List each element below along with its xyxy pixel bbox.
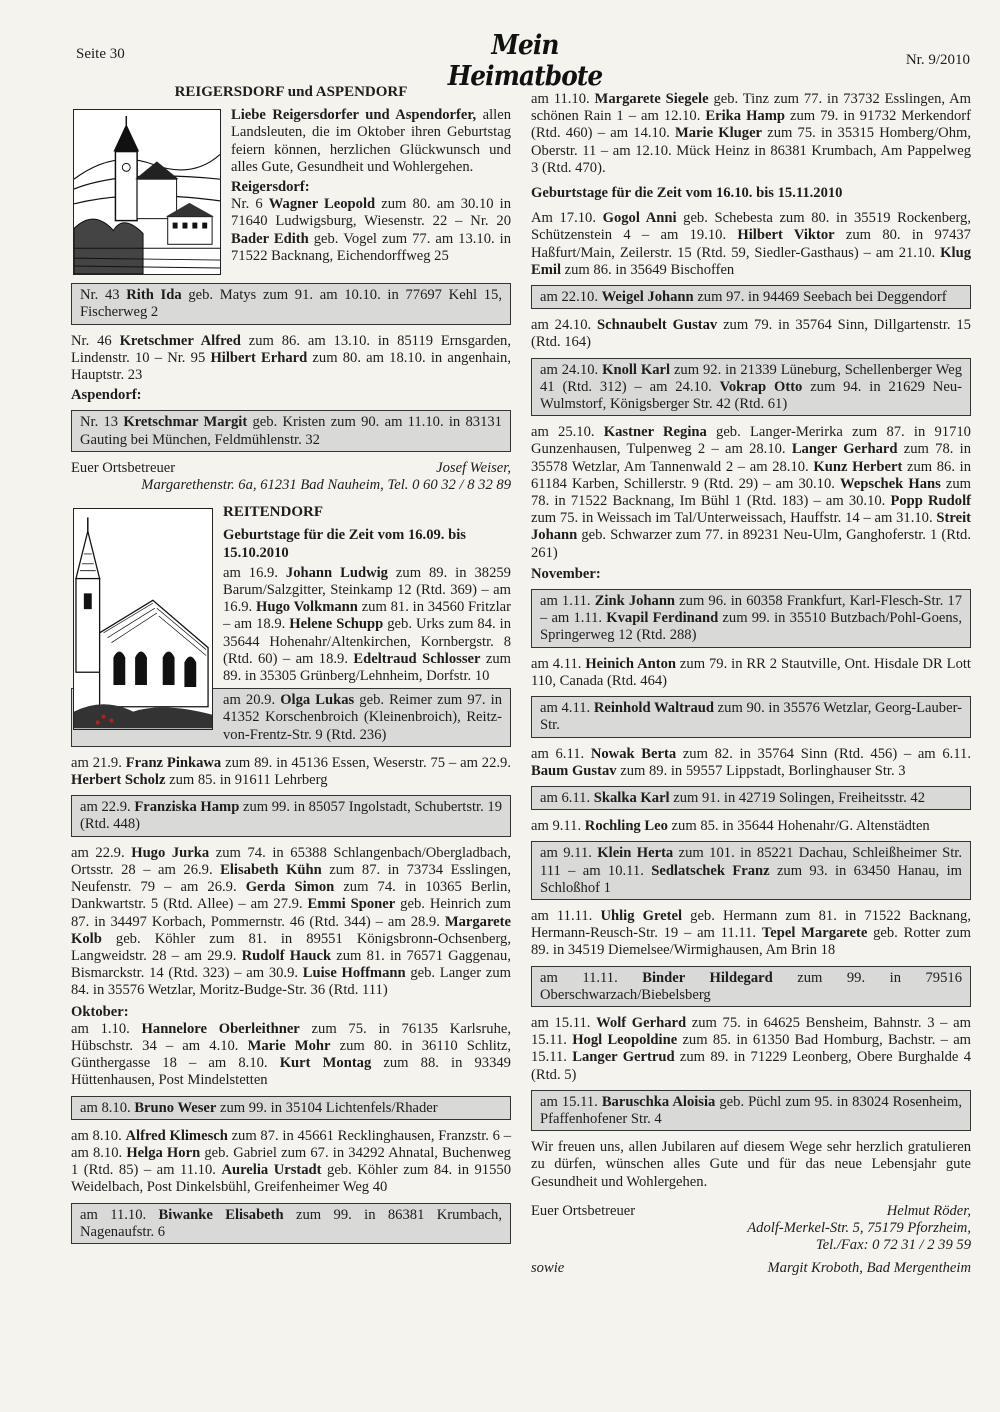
highlight-box: am 20.9. Olga Lukas geb. Reimer zum 97. in 41352 Korschenbroich (Kleinenbroich), Reitz-von-Frentz-Str. 9 (Rtd. 236) xyxy=(71,688,511,747)
highlight-box: am 11.11. Binder Hildegard zum 99. in 79516 Oberschwarzach/Biebelsberg xyxy=(531,966,971,1007)
closing-text: Wir freuen uns, allen Jubilaren auf diesem Wege sehr herzlich gratulieren zu dürfen, wünschen alles Gute und für das neue Lebensjahr gute Gesundheit und Wohlergehen. xyxy=(531,1139,971,1190)
signature-second: sowie Margit Kroboth, Bad Mergentheim xyxy=(531,1260,971,1277)
highlight-box: am 6.11. Skalka Karl zum 91. in 42719 Solingen, Freiheitsstr. 42 xyxy=(531,786,971,810)
list-item: am 8.10. Alfred Klimesch zum 87. in 45661 Recklinghausen, Franzstr. 6 – am 8.10. Helga Horn geb. Gabriel zum 67. in 34292 Ahnatal, Buchenweg 1 (Rtd. 85) – am 11.10. Aurelia Urstadt geb. Köhler zum 84. in 91550 Weidelbach, Post Dinkelsbühl, Greifenheimer Weg 40 xyxy=(71,1127,511,1196)
list-item: am 16.9. Johann Ludwig zum 89. in 38259 Barum/Salzgitter, Steinkamp 12 (Rtd. 369) – am 16.9. Hugo Volkmann zum 81. in 34560 Fritzlar – am 18.9. Helene Schupp geb. Urks zum 84. in 35644 Hohenahr/Altenkirchen, Kornbergstr. 8 (Rtd. 60) – am 18.9. Edeltraud Schlosser zum 89. in 35305 Grünberg/Lehnheim, Dorfstr. 10 xyxy=(223,564,512,685)
highlight-box: am 15.11. Baruschka Aloisia geb. Püchl zum 95. in 83024 Rosenheim, Pfaffenhofener Str. 4 xyxy=(531,1090,971,1131)
highlight-box: am 22.10. Weigel Johann zum 97. in 94469 Seebach bei Deggendorf xyxy=(531,285,971,309)
list-item: am 11.10. Margarete Siegele geb. Tinz zum 77. in 73732 Esslingen, Am schönen Rain 1 – am 12.10. Erika Hamp zum 79. in 91732 Merkendorf (Rtd. 460) – am 14.10. Marie Kluger zum 75. in 35315 Homberg/Ohm, Oberstr. 11 – am 12.10. Mück Heinz in 86381 Krumbach, Am Pappelweg 3 (Rtd. 470). xyxy=(531,91,971,176)
highlight-box: am 11.10. Biwanke Elisabeth zum 99. in 86381 Krumbach, Nagenaufstr. 6 xyxy=(71,1203,511,1244)
signature-reitendorf: Euer Ortsbetreuer Helmut Röder, xyxy=(531,1202,971,1219)
signature-address: Adolf-Merkel-Str. 5, 75179 Pforzheim, xyxy=(747,1219,971,1236)
page-number: Seite 30 xyxy=(76,46,125,62)
list-item: Nr. 46 Kretschmer Alfred zum 86. am 13.10. in 85119 Ernsgarden, Lindenstr. 10 – Nr. 95 Hilbert Erhard zum 80. am 18.10. in angenhain, Hauptstr. 23 xyxy=(71,332,511,384)
section-title-reitendorf: REITENDORF xyxy=(223,504,324,521)
list-item: am 21.9. Franz Pinkawa zum 89. in 45136 Essen, Weserstr. 75 – am 22.9. Herbert Scholz zum 85. in 91611 Lehrberg xyxy=(71,754,511,789)
subheading-november: November: xyxy=(531,565,601,582)
highlight-box: Nr. 43 Rith Ida geb. Matys zum 91. am 10.10. in 77697 Kehl 15, Fischerweg 2 xyxy=(71,283,511,324)
list-item: am 25.10. Kastner Regina geb. Langer-Merirka zum 87. in 91710 Gunzenhausen, Tulpenweg 2 – am 28.10. Langer Gerhard zum 78. in 35578 Wetzlar, Am Tannenwald 2 – am 28.10. Kunz Herbert zum 86. in 61184 Karben, Schillerstr. 9 (Rtd. 29) – am 30.10. Wepschek Hans zum 78. in 71522 Backnang, Im Bühl 1 (Rtd. 183) – am 30.10. Popp Rudolf zum 75. in Weissach im Tal/Unterweissach, Hauffstr. 14 – am 31.10. Streit Johann geb. Schwarzer zum 77. in 89231 Neu-Ulm, Ganghoferstr. 1 (Rtd. 261) xyxy=(531,424,971,561)
list-item: am 22.9. Hugo Jurka zum 74. in 65388 Schlangenbach/Obergladbach, Ortsstr. 28 – am 26.9. Elisabeth Kühn zum 87. in 73734 Esslingen, Neufenstr. 79 – am 26.9. Gerda Simon zum 74. in 10365 Berlin, Dankwartstr. 5 (Rtd. Allee) – am 27.9. Emmi Sponer geb. Heinrich zum 87. in 34497 Korbach, Pommernstr. 46 (Rtd. 344) – am 28.9. Margarete Kolb geb. Köhler zum 81. in 89551 Königsbronn-Ochsenberg, Langweidstr. 28 – am 29.9. Rudolf Hauck zum 81. in 76571 Gaggenau, Bismarckstr. 14 (Rtd. 323) – am 30.9. Luise Hoffmann geb. Langer zum 84. in 35576 Wetzlar, Moritz-Budge-Str. 36 (Rtd. 111) xyxy=(71,844,511,999)
highlight-box: am 1.11. Zink Johann zum 96. in 60358 Frankfurt, Karl-Flesch-Str. 17 – am 1.11. Kvapil Ferdinand zum 99. in 35510 Butzbach/Pohl-Goens, Springerweg 12 (Rtd. 288) xyxy=(531,589,971,648)
list-item: am 9.11. Rochling Leo zum 85. in 35644 Hohenahr/G. Altenstädten xyxy=(531,818,930,835)
village-church-illustration-icon xyxy=(73,109,221,275)
list-item: am 4.11. Heinich Anton zum 79. in RR 2 Stautville, Ont. Hisdale DR Lott 110, Canada (Rtd. 464) xyxy=(531,655,971,689)
highlight-box: am 22.9. Franziska Hamp zum 99. in 85057 Ingolstadt, Schubertstr. 19 (Rtd. 448) xyxy=(71,795,511,836)
birthday-period-heading: Geburtstage für die Zeit vom 16.09. bis 15.10.2010 xyxy=(223,527,466,561)
highlight-box: am 8.10. Bruno Weser zum 99. in 35104 Lichtenfels/Rhader xyxy=(71,1096,511,1120)
birthday-period-heading: Geburtstage für die Zeit vom 16.10. bis 15.11.2010 xyxy=(531,185,843,202)
highlight-box: Nr. 13 Kretschmar Margit geb. Kristen zum 90. am 11.10. in 83131 Gauting bei München, Feldmühlenstr. 32 xyxy=(71,410,511,451)
signature-phone: Tel./Fax: 0 72 31 / 2 39 59 xyxy=(815,1237,971,1254)
subheading-reigersdorf: Reigersdorf: xyxy=(231,179,310,196)
list-item: am 6.11. Nowak Berta zum 82. in 35764 Sinn (Rtd. 456) – am 6.11. Baum Gustav zum 89. in 59557 Lippstadt, Borlinghauser Str. 3 xyxy=(531,745,971,779)
church-illustration-icon xyxy=(73,508,213,730)
subheading-oktober: Oktober: xyxy=(71,1003,129,1020)
signature-reigersdorf: Euer Ortsbetreuer Josef Weiser, xyxy=(71,459,511,476)
list-item: Am 17.10. Gogol Anni geb. Schebesta zum 80. in 35519 Rockenberg, Schützenstein 4 – am 19.10. Hilbert Viktor zum 80. in 97437 Haßfurt/Main, Zeilerstr. 15 (Rtd. 59, Siedler-Gasthaus) – am 21.10. Klug Emil zum 86. in 35649 Bischoffen xyxy=(531,210,972,278)
list-item: Nr. 6 Wagner Leopold zum 80. am 30.10 in 71640 Ludwigsburg, Wiesenstr. 22 – Nr. 20 Bader Edith geb. Vogel zum 77. am 13.10. in 71522 Backnang, Eichendorffweg 25 xyxy=(231,196,512,264)
list-item: am 1.10. Hannelore Oberleithner zum 75. in 76135 Karlsruhe, Hübschstr. 34 – am 4.10. Marie Mohr zum 80. in 36110 Schlitz, Günthergasse 18 – am 8.10. Kurt Montag zum 88. in 93349 Hüttenhausen, Post Mindelstetten xyxy=(71,1020,511,1089)
left-column xyxy=(71,82,511,1252)
issue-number: Nr. 9/2010 xyxy=(905,52,970,68)
subheading-aspendorf: Aspendorf: xyxy=(71,387,142,404)
signature-address: Margarethenstr. 6a, 61231 Bad Nauheim, Tel. 0 60 32 / 8 32 89 xyxy=(141,477,511,494)
highlight-box: am 24.10. Knoll Karl zum 92. in 21339 Lüneburg, Schellenberger Weg 41 (Rtd. 312) – am 24.10. Vokrap Otto zum 94. in 21629 Neu-Wulmstorf, Königsberger Str. 42 (Rtd. 61) xyxy=(531,358,971,417)
list-item: am 11.11. Uhlig Gretel geb. Hermann zum 81. in 71522 Backnang, Hermann-Reusch-Str. 19 – am 11.11. Tepel Margarete geb. Rotter zum 89. in 34519 Diemelsee/Wirmighausen, Am Brin 18 xyxy=(531,907,971,959)
highlight-box: am 9.11. Klein Herta zum 101. in 85221 Dachau, Schleißheimer Str. 111 – am 10.11. Sedlatschek Franz zum 93. in 63450 Hanau, im Schloßhof 1 xyxy=(531,841,971,900)
highlight-box: am 4.11. Reinhold Waltraud zum 90. in 35576 Wetzlar, Georg-Lauber-Str. xyxy=(531,696,971,737)
greeting: Liebe Reigersdorfer und Aspendorfer, allen Landsleuten, die im Oktober ihren Geburtstag feiern können, herzlichen Glückwunsch und alles Gute, Gesundheit und Wohlergehen. xyxy=(231,107,512,175)
right-column xyxy=(531,91,971,1278)
masthead-logo: Mein Heimatbote xyxy=(447,30,603,92)
list-item: am 24.10. Schnaubelt Gustav zum 79. in 35764 Sinn, Dillgartenstr. 15 (Rtd. 164) xyxy=(531,317,971,351)
list-item: am 15.11. Wolf Gerhard zum 75. in 64625 Bensheim, Bahnstr. 3 – am 15.11. Hogl Leopoldine zum 85. in 61350 Bad Homburg, Bachstr. – am 15.11. Langer Gertrud zum 89. in 71229 Leonberg, Obere Burghalde 4 (Rtd. 5) xyxy=(531,1014,972,1083)
section-title-reigersdorf: REIGERSDORF und ASPENDORF xyxy=(174,84,408,100)
